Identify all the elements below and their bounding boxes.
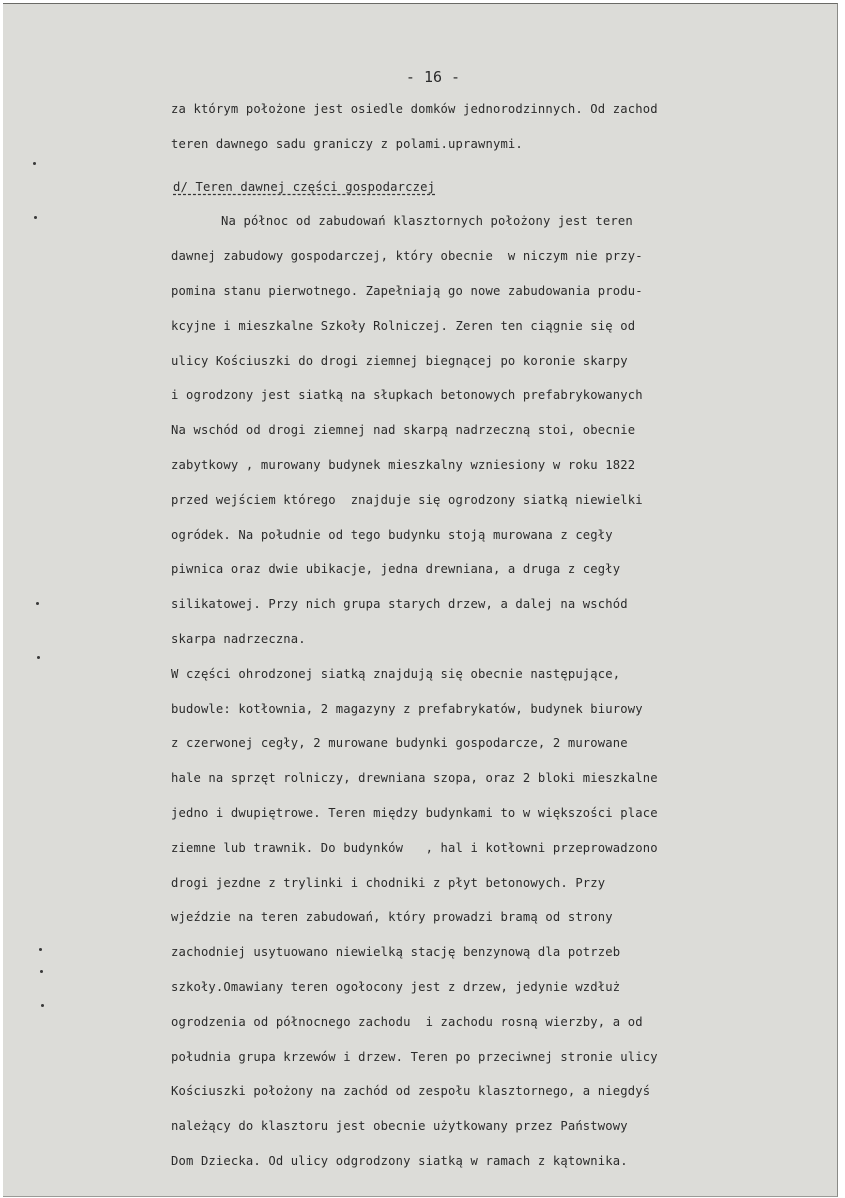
text-line-17: W części ohrodzonej siatką znajdują się obecnie następujące, xyxy=(171,667,621,681)
text-line-2: teren dawnego sadu graniczy z polami.uprawnymi. xyxy=(171,137,523,151)
text-line-8: ulicy Kościuszki do drogi ziemnej biegnącej po koronie skarpy xyxy=(171,354,628,368)
text-line-12: przed wejściem którego znajduje się ogrodzony siatką niewielki xyxy=(171,493,643,507)
text-line-30: należący do klasztoru jest obecnie użytkowany przez Państwowy xyxy=(171,1119,628,1133)
margin-speck xyxy=(33,162,36,165)
text-line-19: z czerwonej cegły, 2 murowane budynki gospodarcze, 2 murowane xyxy=(171,736,628,750)
text-line-1: za którym położone jest osiedle domków jednorodzinnych. Od zachod xyxy=(171,102,658,116)
text-line-10: Na wschód od drogi ziemnej nad skarpą nadrzeczną stoi, obecnie xyxy=(171,423,636,437)
page-number: - 16 - xyxy=(405,68,461,86)
text-line-23: drogi jezdne z trylinki i chodniki z płyt betonowych. Przy xyxy=(171,876,606,890)
margin-speck xyxy=(37,656,40,659)
text-line-15: silikatowej. Przy nich grupa starych drzew, a dalej na wschód xyxy=(171,597,628,611)
text-line-13: ogródek. Na południe od tego budynku stoją murowana z cegły xyxy=(171,528,613,542)
margin-speck xyxy=(40,970,43,973)
text-line-24: wjeździe na teren zabudowań, który prowadzi bramą od strony xyxy=(171,910,613,924)
text-line-16: skarpa nadrzeczna. xyxy=(171,632,306,646)
text-line-9: i ogrodzony jest siatką na słupkach betonowych prefabrykowanych xyxy=(171,388,643,402)
text-line-4: Na północ od zabudowań klasztornych położony jest teren xyxy=(221,214,633,228)
text-line-11: zabytkowy , murowany budynek mieszkalny wzniesiony w roku 1822 xyxy=(171,458,636,472)
text-line-14: piwnica oraz dwie ubikacje, jedna drewniana, a druga z cegły xyxy=(171,562,621,576)
text-line-29: Kościuszki położony na zachód od zespołu klasztornego, a niegdyś xyxy=(171,1084,651,1098)
text-line-27: ogrodzenia od północnego zachodu i zachodu rosną wierzby, a od xyxy=(171,1015,643,1029)
text-line-22: ziemne lub trawnik. Do budynków , hal i kotłowni przeprowadzono xyxy=(171,841,658,855)
document-page xyxy=(3,3,838,1197)
margin-speck xyxy=(36,602,39,605)
text-line-6: pomina stanu pierwotnego. Zapełniają go nowe zabudowania produ- xyxy=(171,284,643,298)
margin-speck xyxy=(34,216,37,219)
text-line-28: południa grupa krzewów i drzew. Teren po przeciwnej stronie ulicy xyxy=(171,1050,658,1064)
text-line-18: budowle: kotłownia, 2 magazyny z prefabrykatów, budynek biurowy xyxy=(171,702,643,716)
margin-speck xyxy=(41,1004,44,1007)
text-line-31: Dom Dziecka. Od ulicy odgrodzony siatką w ramach z kątownika. xyxy=(171,1154,628,1168)
section-heading: d/ Teren dawnej części gospodarczej xyxy=(173,180,436,194)
text-line-26: szkoły.Omawiany teren ogołocony jest z drzew, jedynie wzdłuż xyxy=(171,980,621,994)
text-line-21: jedno i dwupiętrowe. Teren między budynkami to w większości place xyxy=(171,806,658,820)
text-line-20: hale na sprzęt rolniczy, drewniana szopa, oraz 2 bloki mieszkalne xyxy=(171,771,658,785)
margin-speck xyxy=(39,948,42,951)
text-line-25: zachodniej usytuowano niewielką stację benzynową dla potrzeb xyxy=(171,945,621,959)
text-line-5: dawnej zabudowy gospodarczej, który obecnie w niczym nie przy- xyxy=(171,249,643,263)
text-line-7: kcyjne i mieszkalne Szkoły Rolniczej. Zeren ten ciągnie się od xyxy=(171,319,636,333)
